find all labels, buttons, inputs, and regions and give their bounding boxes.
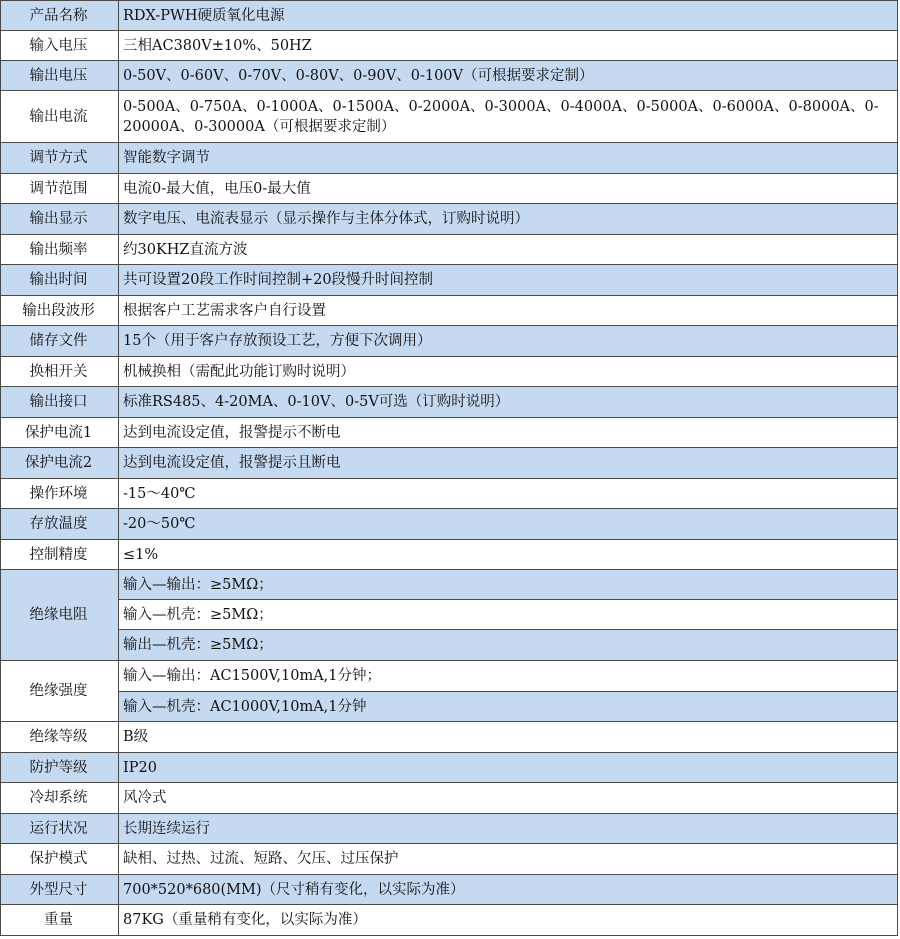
table-row xyxy=(1,357,898,387)
row-label: 输出接口 xyxy=(1,387,119,418)
row-value: 700*520*680(MM)（尺寸稍有变化，以实际为准） xyxy=(119,875,898,905)
row-value: 智能数字调节 xyxy=(119,143,898,174)
row-label: 绝缘等级 xyxy=(1,722,119,753)
table-row xyxy=(1,722,898,753)
table-row xyxy=(1,174,898,204)
row-value: 0-50V、0-60V、0-70V、0-80V、0-90V、0-100V（可根据要求定制） xyxy=(119,61,898,91)
row-value: 达到电流设定值，报警提示不断电 xyxy=(119,418,898,448)
row-label: 运行状况 xyxy=(1,814,119,844)
table-row xyxy=(1,540,898,570)
row-label: 输出时间 xyxy=(1,265,119,296)
row-label: 控制精度 xyxy=(1,540,119,570)
row-label: 换相开关 xyxy=(1,357,119,387)
table-row xyxy=(1,296,898,326)
row-label: 绝缘强度 xyxy=(1,661,119,722)
row-label: 重量 xyxy=(1,905,119,936)
row-value: 缺相、过热、过流、短路、欠压、过压保护 xyxy=(119,844,898,875)
table-row xyxy=(1,783,898,814)
table-row xyxy=(1,235,898,265)
row-value: 87KG（重量稍有变化，以实际为准） xyxy=(119,905,898,936)
row-value: 标准RS485、4-20MA、0-10V、0-5V可选（订购时说明） xyxy=(119,387,898,418)
row-label: 调节范围 xyxy=(1,174,119,204)
table-row xyxy=(1,661,898,692)
row-label: 保护电流2 xyxy=(1,448,119,479)
table-row xyxy=(1,143,898,174)
table-row xyxy=(1,479,898,509)
row-label: 防护等级 xyxy=(1,753,119,783)
row-value: 输入—输出：AC1500V,10mA,1分钟； xyxy=(119,661,898,692)
row-label: 产品名称 xyxy=(1,1,119,31)
table-row xyxy=(1,753,898,783)
row-label: 调节方式 xyxy=(1,143,119,174)
row-value: -20～50℃ xyxy=(119,509,898,540)
table-row xyxy=(1,692,898,722)
row-value: 数字电压、电流表显示（显示操作与主体分体式，订购时说明） xyxy=(119,204,898,235)
row-value: 约30KHZ直流方波 xyxy=(119,235,898,265)
row-label: 输出电流 xyxy=(1,91,119,143)
row-label: 输出频率 xyxy=(1,235,119,265)
row-value: ≤1% xyxy=(119,540,898,570)
table-row xyxy=(1,600,898,630)
row-label: 保护模式 xyxy=(1,844,119,875)
table-row xyxy=(1,91,898,143)
row-value: 风冷式 xyxy=(119,783,898,814)
table-row xyxy=(1,326,898,357)
table-row xyxy=(1,844,898,875)
row-label: 储存文件 xyxy=(1,326,119,357)
row-label: 输入电压 xyxy=(1,31,119,61)
table-row xyxy=(1,905,898,936)
row-label: 输出段波形 xyxy=(1,296,119,326)
table-row xyxy=(1,418,898,448)
table-row xyxy=(1,61,898,91)
row-value: 长期连续运行 xyxy=(119,814,898,844)
table-row xyxy=(1,509,898,540)
row-value: 共可设置20段工作时间控制+20段慢升时间控制 xyxy=(119,265,898,296)
row-label: 操作环境 xyxy=(1,479,119,509)
row-value: IP20 xyxy=(119,753,898,783)
table-row xyxy=(1,265,898,296)
table-row xyxy=(1,31,898,61)
row-label: 输出电压 xyxy=(1,61,119,91)
row-label: 绝缘电阻 xyxy=(1,570,119,661)
row-value: 电流0-最大值，电压0-最大值 xyxy=(119,174,898,204)
row-value: 三相AC380V±10%、50HZ xyxy=(119,31,898,61)
table-row xyxy=(1,814,898,844)
row-value: 15个（用于客户存放预设工艺，方便下次调用） xyxy=(119,326,898,357)
table-row xyxy=(1,387,898,418)
row-value: B级 xyxy=(119,722,898,753)
table-row xyxy=(1,448,898,479)
row-value: 达到电流设定值，报警提示且断电 xyxy=(119,448,898,479)
row-value: -15～40℃ xyxy=(119,479,898,509)
table-row xyxy=(1,630,898,661)
row-label: 外型尺寸 xyxy=(1,875,119,905)
row-value: 0-500A、0-750A、0-1000A、0-1500A、0-2000A、0-3000A、0-4000A、0-5000A、0-6000A、0-8000A、0-20000A、0-30000A（可根据要求定制） xyxy=(119,91,898,143)
row-value: 根据客户工艺需求客户自行设置 xyxy=(119,296,898,326)
row-value: 输出—机壳：≥5MΩ； xyxy=(119,630,898,661)
row-value: 输入—机壳：AC1000V,10mA,1分钟 xyxy=(119,692,898,722)
row-label: 存放温度 xyxy=(1,509,119,540)
table-row xyxy=(1,1,898,31)
table-row xyxy=(1,570,898,600)
row-label: 冷却系统 xyxy=(1,783,119,814)
row-value: 输入—机壳：≥5MΩ； xyxy=(119,600,898,630)
row-label: 输出显示 xyxy=(1,204,119,235)
row-label: 保护电流1 xyxy=(1,418,119,448)
row-value: RDX-PWH硬质氧化电源 xyxy=(119,1,898,31)
row-value: 输入—输出：≥5MΩ； xyxy=(119,570,898,600)
table-row xyxy=(1,875,898,905)
row-value: 机械换相（需配此功能订购时说明） xyxy=(119,357,898,387)
table-row xyxy=(1,204,898,235)
